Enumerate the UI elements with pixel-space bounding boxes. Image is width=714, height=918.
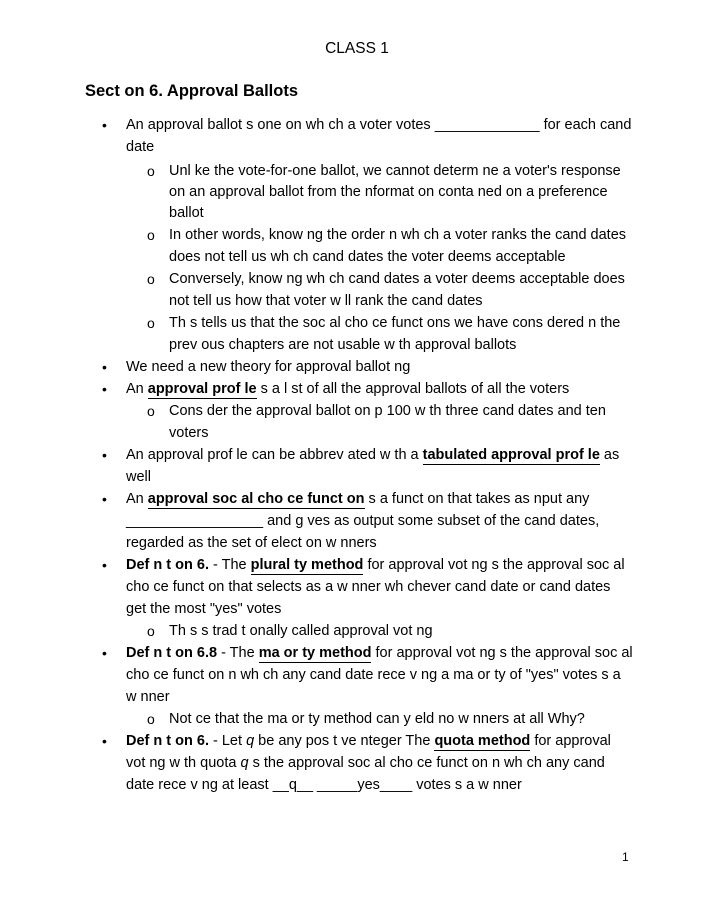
bullet-icon: • (102, 381, 107, 397)
term-approval-social-choice-function: approval soc al cho ce funct on (147, 491, 365, 507)
bullet-icon: • (102, 733, 107, 749)
term-majority-method: ma or ty method (258, 645, 372, 661)
sub-bullet-icon: o (147, 163, 155, 179)
list-item: • We need a new theory for approval ballot ng (0, 356, 714, 378)
list-item: • Def n t on 6.8 - The ma or ty method for approval vot ng s the approval soc al cho ce funct on n wh ch any cand date rece v ng a ma or ty of "yes" votes s a w nner (0, 642, 714, 708)
list-item: • Def n t on 6. - The plural ty method for approval vot ng s the approval soc al cho ce funct on that selects as a w nner wh chever cand date or cand dates get the most "yes" votes (0, 554, 714, 620)
bullet-icon: • (102, 645, 107, 661)
section-title: Sect on 6. Approval Ballots (85, 82, 299, 100)
variable-q: q (246, 733, 255, 749)
sub-list-item: o Conversely, know ng wh ch cand dates a voter deems acceptable does not tell us how that voter w ll rank the cand dates (0, 268, 714, 312)
bullet-icon: • (102, 359, 107, 375)
definition-label: Def n t on 6. (126, 733, 209, 749)
list-item: • Def n t on 6. - Let q be any pos t ve nteger The quota method for approval vot ng w th quota q s the approval soc al cho ce funct on n wh ch any cand date rece v ng at least __q__ _____yes____ votes s a w nner (0, 730, 714, 796)
list-item: • An approval prof le can be abbrev ated w th a tabulated approval prof le as well (0, 444, 714, 488)
term-approval-profile: approval prof le (147, 381, 257, 397)
term-tabulated-approval-profile: tabulated approval prof le (422, 447, 600, 463)
sub-list-item: o Th s tells us that the soc al cho ce funct ons we have cons dered n the prev ous chapters are not usable w th approval ballots (0, 312, 714, 356)
term-plurality-method: plural ty method (250, 557, 364, 573)
list-item: • An approval ballot s one on wh ch a voter votes _____________ for each cand date (0, 114, 714, 158)
class-title: CLASS 1 (325, 40, 389, 57)
sub-bullet-icon: o (147, 403, 155, 419)
sub-list-item: o Th s s trad t onally called approval vot ng (0, 620, 714, 642)
bullet-icon: • (102, 557, 107, 573)
definition-label: Def n t on 6.8 (126, 645, 218, 661)
notes-list (0, 114, 714, 796)
sub-list-item: o Not ce that the ma or ty method can y eld no w nners at all Why? (0, 708, 714, 730)
variable-q: q (240, 755, 249, 771)
sub-bullet-icon: o (147, 315, 155, 331)
list-item: • An approval soc al cho ce funct on s a funct on that takes as nput any _________________ and g ves as output some subset of the cand dates, regarded as the set of elect on w nners (0, 488, 714, 554)
sub-list-item: o In other words, know ng the order n wh ch a voter ranks the cand dates does not tell us wh ch cand dates the voter deems acceptable (0, 224, 714, 268)
sub-bullet-icon: o (147, 623, 155, 639)
list-item: • An approval prof le s a l st of all the approval ballots of all the voters (0, 378, 714, 400)
sub-bullet-icon: o (147, 271, 155, 287)
sub-list-item: o Unl ke the vote-for-one ballot, we cannot determ ne a voter's response on an approval ballot from the nformat on conta ned on a preference ballot (147, 163, 621, 221)
sub-bullet-icon: o (147, 711, 155, 727)
bullet-icon: • (102, 447, 107, 463)
bullet-icon: • (102, 117, 107, 133)
page-number: 1 (622, 850, 629, 864)
bullet-icon: • (102, 491, 107, 507)
sub-bullet-icon: o (147, 227, 155, 243)
term-quota-method: quota method (434, 733, 531, 749)
sub-list-item: o Cons der the approval ballot on p 100 w th three cand dates and ten voters (0, 400, 714, 444)
definition-label: Def n t on 6. (126, 557, 209, 573)
